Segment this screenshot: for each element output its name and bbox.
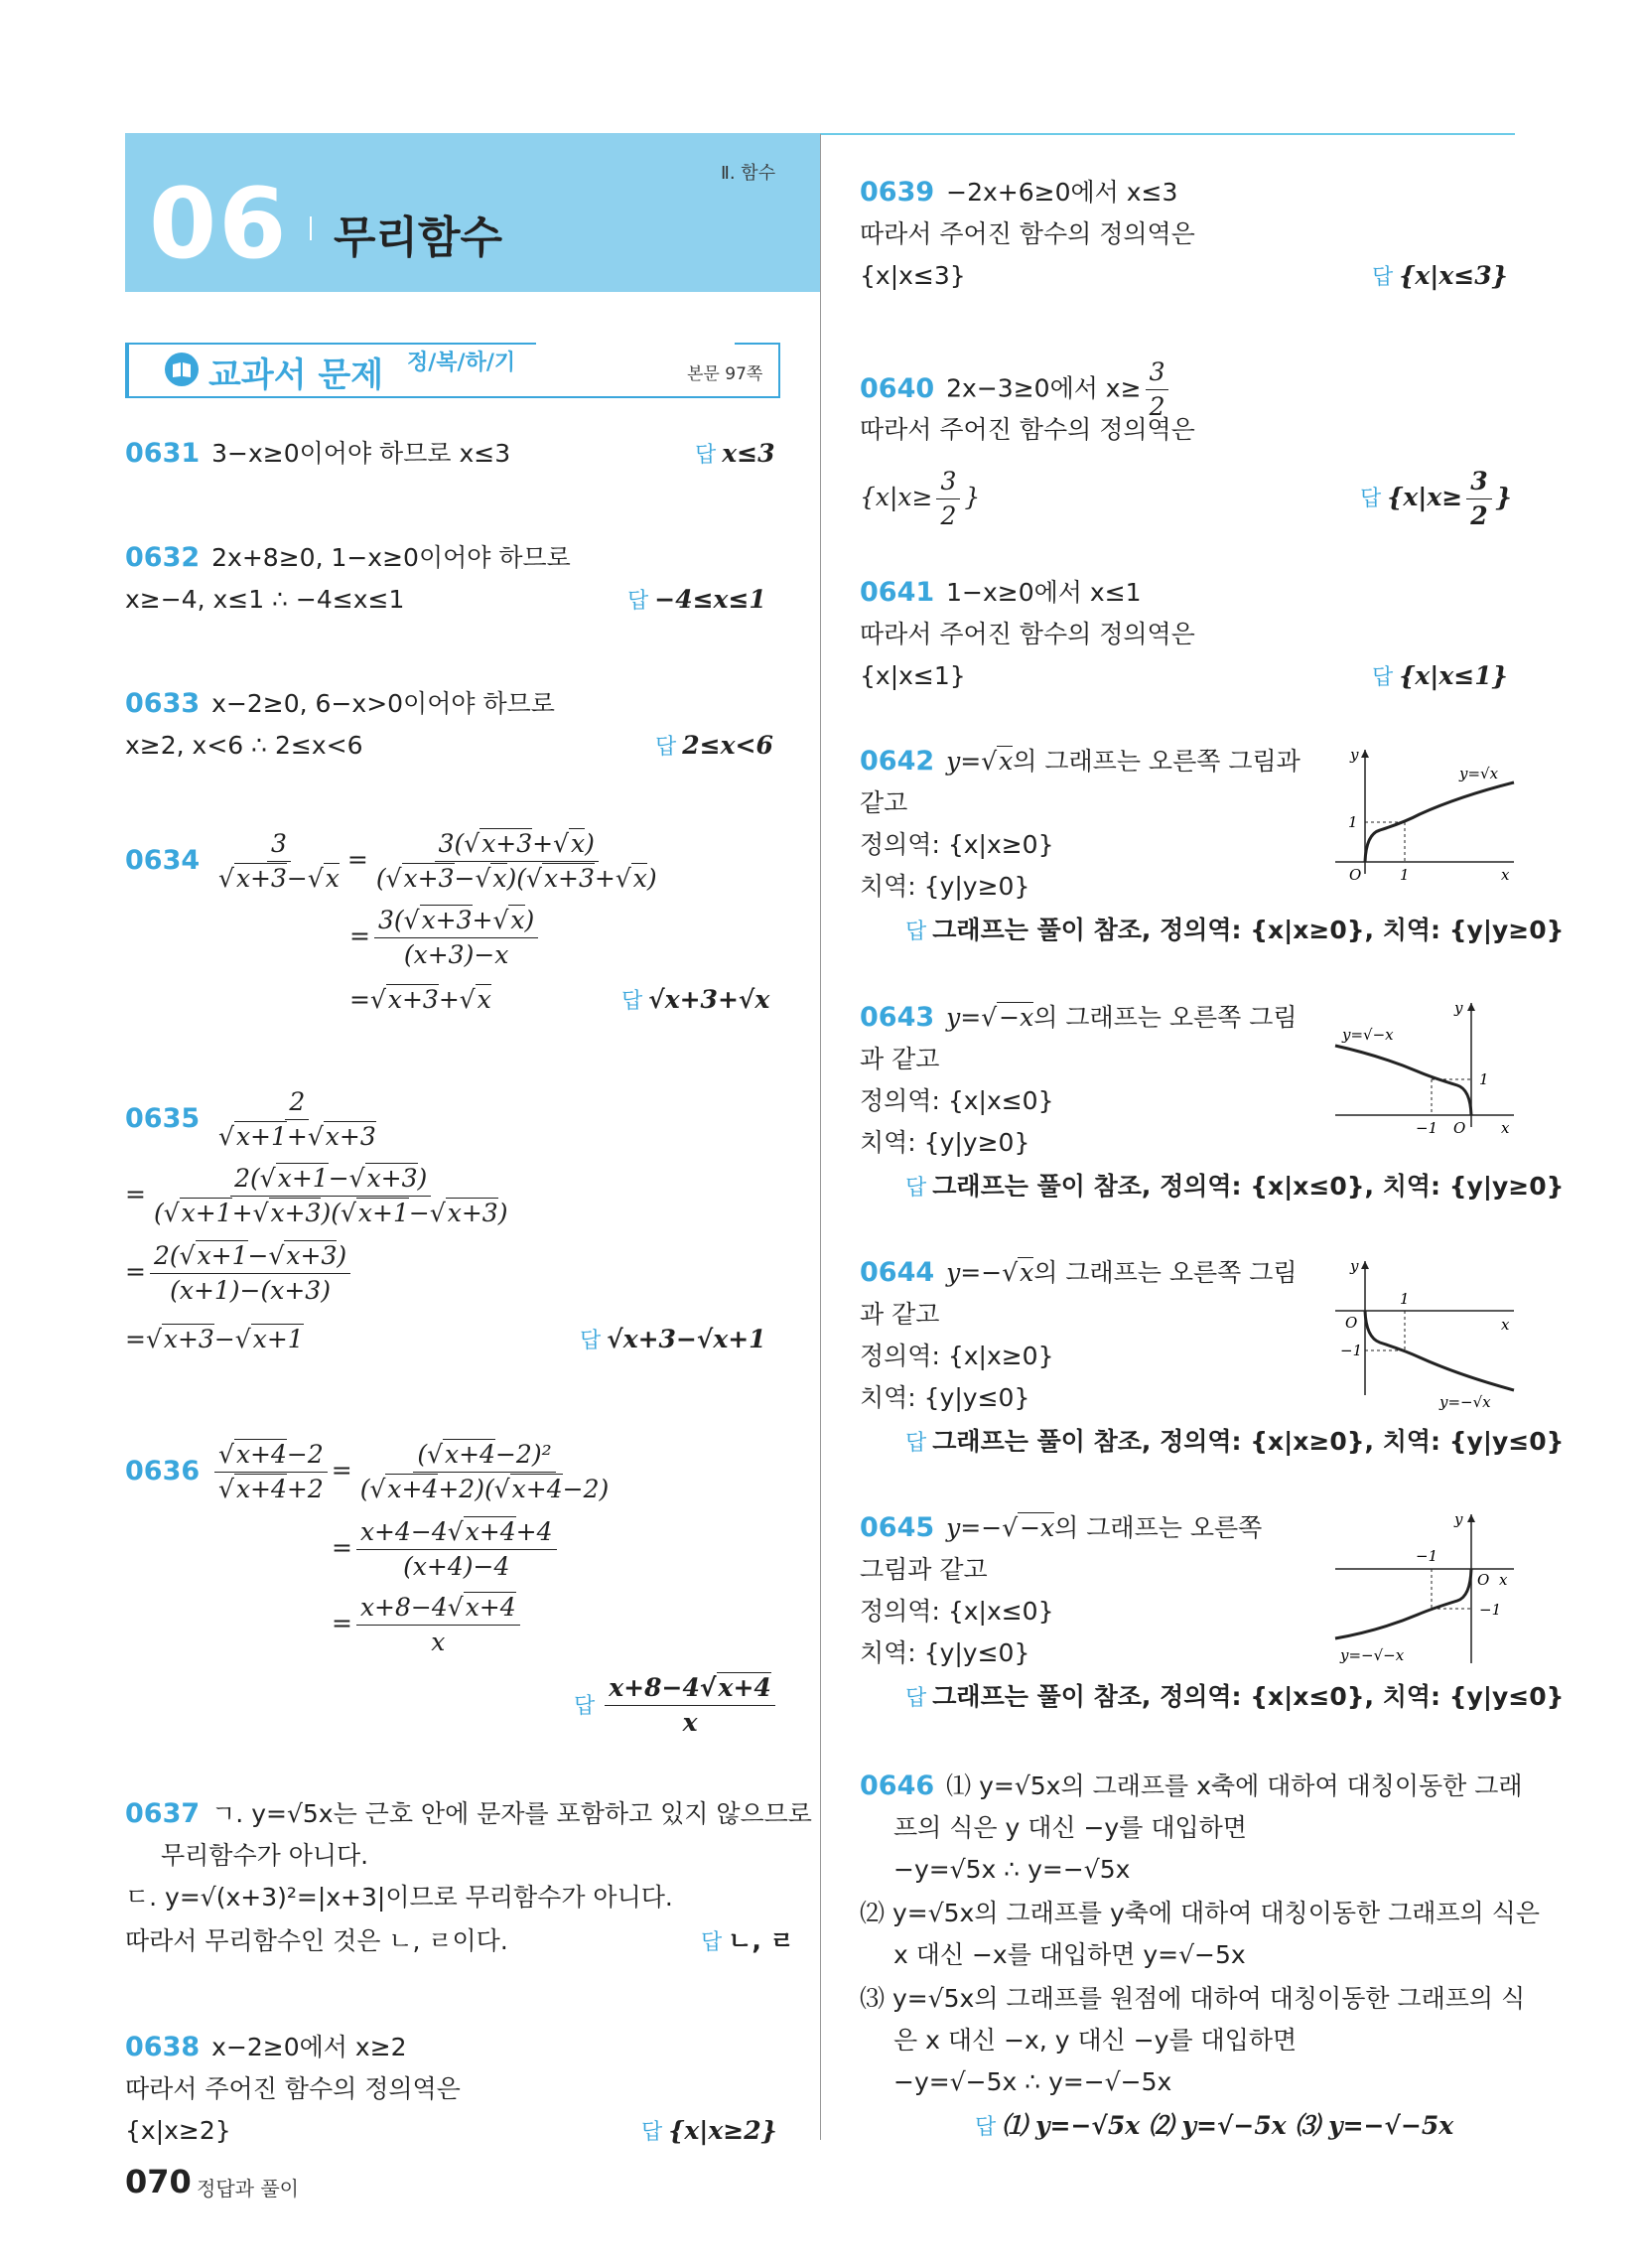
section-subtitle: 정/복/하/기: [407, 351, 516, 375]
problem-0643-line1: 0643 y=√−x의 그래프는 오른쪽 그림: [860, 1002, 1298, 1033]
section-title: 교과서 문제: [208, 355, 384, 395]
answer-0643: 답 그래프는 풀이 참조, 정의역: {x|x≤0}, 치역: {y|y≥0}: [905, 1172, 1565, 1201]
eq-0635-4: =√x+3−√x+1: [125, 1325, 304, 1353]
problem-0642-line3: 정의역: {x|x≥0}: [860, 830, 1054, 859]
answer-0635: 답 √x+3−√x+1: [580, 1325, 766, 1353]
answer-0631: 답 x≤3: [695, 439, 775, 468]
section-box-notch: [536, 338, 735, 348]
problem-0646-line7: 은 x 대신 −x, y 대신 −y를 대입하면: [893, 2026, 1298, 2055]
answer-0644: 답 그래프는 풀이 참조, 정의역: {x|x≥0}, 치역: {y|y≤0}: [905, 1427, 1565, 1456]
problem-0646-line3: −y=√5x ∴ y=−√5x: [893, 1855, 1131, 1884]
problem-0645-line1: 0645 y=−√−x의 그래프는 오른쪽: [860, 1512, 1263, 1543]
svg-text:y: y: [1350, 1257, 1359, 1275]
answer-0642: 답 그래프는 풀이 참조, 정의역: {x|x≥0}, 치역: {y|y≥0}: [905, 916, 1565, 944]
svg-text:O: O: [1477, 1571, 1490, 1589]
problem-0637-line1: 0637 ㄱ. y=√5x는 근호 안에 문자를 포함하고 있지 않으므로: [125, 1798, 812, 1829]
eq-0636-3: = $\frac{x+8-4√x+4}{x}$: [332, 1593, 524, 1657]
problem-0638-line3: {x|x≥2}: [125, 2116, 231, 2145]
svg-text:1: 1: [1479, 1070, 1489, 1088]
problem-0644-line3: 정의역: {x|x≥0}: [860, 1342, 1054, 1370]
answer-0641: 답 {x|x≤1}: [1372, 661, 1508, 690]
svg-text:y=−√x: y=−√x: [1439, 1393, 1491, 1410]
problem-0646-line4: ⑵ y=√5x의 그래프를 y축에 대하여 대칭이동한 그래프의 식은: [860, 1899, 1540, 1927]
svg-text:−1: −1: [1416, 1547, 1438, 1565]
answer-0639: 답 {x|x≤3}: [1372, 261, 1508, 290]
problem-0638-line2: 따라서 주어진 함수의 정의역은: [125, 2074, 461, 2103]
svg-text:y=√x: y=√x: [1459, 765, 1499, 782]
svg-text:y: y: [1454, 1510, 1463, 1528]
problem-0635: 0635: [125, 1103, 201, 1134]
chapter-title: 무리함수: [334, 213, 503, 263]
problem-0643-line4: 치역: {y|y≥0}: [860, 1128, 1030, 1157]
answer-0638: 답 {x|x≥2}: [641, 2116, 777, 2145]
graph-0643: [1330, 998, 1519, 1142]
eq-0636-1: $\frac{√x+4-2}{√x+4+2}$ = $\frac{\text{(√x+4−2)²}}{(√x+4+2)(√x+4-2)}$: [210, 1440, 616, 1504]
problem-0646-line5: x 대신 −x를 대입하면 y=√−5x: [893, 1940, 1246, 1969]
svg-text:y=√−x: y=√−x: [1342, 1026, 1394, 1044]
svg-text:−1: −1: [1340, 1342, 1363, 1359]
answer-0646: 답 ⑴ y=−√5x ⑵ y=√−5x ⑶ y=−√−5x: [975, 2111, 1454, 2140]
page-ref: 본문 97쪽: [687, 364, 763, 384]
problem-0633-line2: x≥2, x<6 ∴ 2≤x<6: [125, 731, 363, 760]
eq-0635-1: $\frac{2}{√x+1+√x+3}$: [218, 1087, 376, 1151]
problem-0641-line2: 따라서 주어진 함수의 정의역은: [860, 620, 1195, 648]
problem-0645-line3: 정의역: {x|x≤0}: [860, 1597, 1054, 1626]
svg-text:O: O: [1349, 866, 1362, 884]
svg-text:−1: −1: [1416, 1119, 1438, 1137]
problem-0646-line2: 프의 식은 y 대신 −y를 대입하면: [893, 1813, 1247, 1842]
eq-0635-3: = $\frac{2(√x+1-√x+3)}{(x+1)-(x+3)}$: [125, 1241, 354, 1306]
svg-text:−1: −1: [1479, 1601, 1502, 1619]
svg-text:x: x: [1499, 1571, 1508, 1589]
top-rule: [820, 133, 1515, 135]
svg-text:1: 1: [1348, 813, 1358, 831]
problem-0642-line4: 치역: {y|y≥0}: [860, 872, 1030, 901]
footer-label: 정답과 풀이: [197, 2177, 299, 2200]
problem-0645-line2: 그림과 같고: [860, 1555, 988, 1584]
eq-0634-1: $\frac{3}{√x+3-√x}$ = $\frac{3(√x+3+√x)}{(√x+3-√x)(√x+3+√x)}$: [218, 829, 657, 893]
answer-0632: 답 −4≤x≤1: [627, 585, 766, 614]
problem-0642-line2: 같고: [860, 788, 908, 817]
problem-0645-line4: 치역: {y|y≤0}: [860, 1638, 1030, 1667]
problem-0640-line2: 따라서 주어진 함수의 정의역은: [860, 415, 1195, 444]
problem-0642-line1: 0642 y=√x의 그래프는 오른쪽 그림과: [860, 746, 1300, 777]
problem-0644-line2: 과 같고: [860, 1300, 940, 1329]
svg-text:y: y: [1350, 746, 1359, 764]
problem-0643-line3: 정의역: {x|x≤0}: [860, 1086, 1054, 1115]
problem-0632-line2: x≥−4, x≤1 ∴ −4≤x≤1: [125, 585, 405, 614]
problem-0632-line1: 0632 2x+8≥0, 1−x≥0이어야 하므로: [125, 542, 571, 573]
problem-0646-line1: 0646 ⑴ y=√5x의 그래프를 x축에 대하여 대칭이동한 그래: [860, 1771, 1523, 1801]
problem-0646-line8: −y=√−5x ∴ y=−√−5x: [893, 2067, 1172, 2096]
problem-0646-line6: ⑶ y=√5x의 그래프를 원점에 대하여 대칭이동한 그래프의 식: [860, 1984, 1526, 2013]
graph-0644: [1330, 1256, 1519, 1410]
graph-0645: [1330, 1509, 1519, 1668]
answer-0645: 답 그래프는 풀이 참조, 정의역: {x|x≤0}, 치역: {y|y≤0}: [905, 1682, 1565, 1711]
problem-0638-line1: 0638 x−2≥0에서 x≥2: [125, 2032, 407, 2062]
problem-0637-line3: ㄷ. y=√(x+3)²=|x+3|이므로 무리함수가 아니다.: [125, 1883, 673, 1912]
eq-0634-3: =√x+3+√x: [349, 985, 491, 1014]
svg-text:x: x: [1501, 1119, 1510, 1137]
problem-0644-line4: 치역: {y|y≤0}: [860, 1383, 1030, 1412]
svg-text:y=−√−x: y=−√−x: [1340, 1646, 1405, 1664]
answer-0640: 답 {x|x≥ $\frac{3}{2}$ }: [1360, 467, 1512, 530]
eq-0635-2: = $\frac{2(√x+1-√x+3)}{(√x+1+√x+3)(√x+1-√x+3)}$: [125, 1164, 508, 1227]
svg-text:x: x: [1501, 866, 1510, 884]
problem-0634: 0634: [125, 845, 201, 876]
book-icon: [165, 353, 199, 386]
problem-0644-line1: 0644 y=−√x의 그래프는 오른쪽 그림: [860, 1257, 1298, 1288]
problem-0640-line1: 0640 2x−3≥0에서 x≥ $\frac{3}{2}$: [860, 357, 1172, 422]
answer-0634: 답 √x+3+√x: [621, 985, 770, 1014]
problem-0639-line1: 0639 −2x+6≥0에서 x≤3: [860, 177, 1178, 208]
svg-text:1: 1: [1400, 1290, 1410, 1308]
problem-0633-line1: 0633 x−2≥0, 6−x>0이어야 하므로: [125, 688, 555, 719]
problem-0641-line3: {x|x≤1}: [860, 661, 966, 690]
answer-0633: 답 2≤x<6: [655, 731, 773, 760]
column-divider: [820, 134, 821, 2140]
problem-0637-line4: 따라서 무리함수인 것은 ㄴ, ㄹ이다.: [125, 1926, 508, 1955]
chapter-number: 06: [149, 168, 289, 281]
page-number: 070: [125, 2163, 192, 2200]
svg-text:1: 1: [1400, 866, 1410, 884]
chapter-divider: [310, 216, 312, 240]
problem-0631: 0631 3−x≥0이어야 하므로 x≤3: [125, 438, 511, 469]
problem-0643-line2: 과 같고: [860, 1045, 940, 1073]
problem-0640-line3: {x|x≥ $\frac{3}{2}$ }: [860, 467, 981, 530]
svg-text:y: y: [1454, 999, 1463, 1017]
eq-0634-2: = $\frac{3(√x+3+√x)}{(x+3)-x}$: [349, 906, 542, 970]
svg-text:O: O: [1453, 1119, 1466, 1137]
svg-text:x: x: [1501, 1316, 1510, 1334]
answer-0637: 답 ㄴ, ㄹ: [701, 1926, 794, 1955]
svg-text:O: O: [1345, 1314, 1358, 1332]
eq-0636-2: = $\frac{x+4-4√x+4+4}{(x+4)-4}$: [332, 1517, 561, 1582]
problem-0639-line3: {x|x≤3}: [860, 261, 966, 290]
problem-0636: 0636: [125, 1456, 201, 1487]
problem-0641-line1: 0641 1−x≥0에서 x≤1: [860, 577, 1142, 608]
part-label: Ⅱ. 함수: [721, 163, 776, 184]
graph-0642: [1330, 745, 1519, 884]
answer-0636: 답 $\frac{x+8-4√x+4}{x}$: [574, 1673, 779, 1738]
problem-0637-line2: 무리함수가 아니다.: [161, 1841, 369, 1870]
problem-0639-line2: 따라서 주어진 함수의 정의역은: [860, 219, 1195, 248]
